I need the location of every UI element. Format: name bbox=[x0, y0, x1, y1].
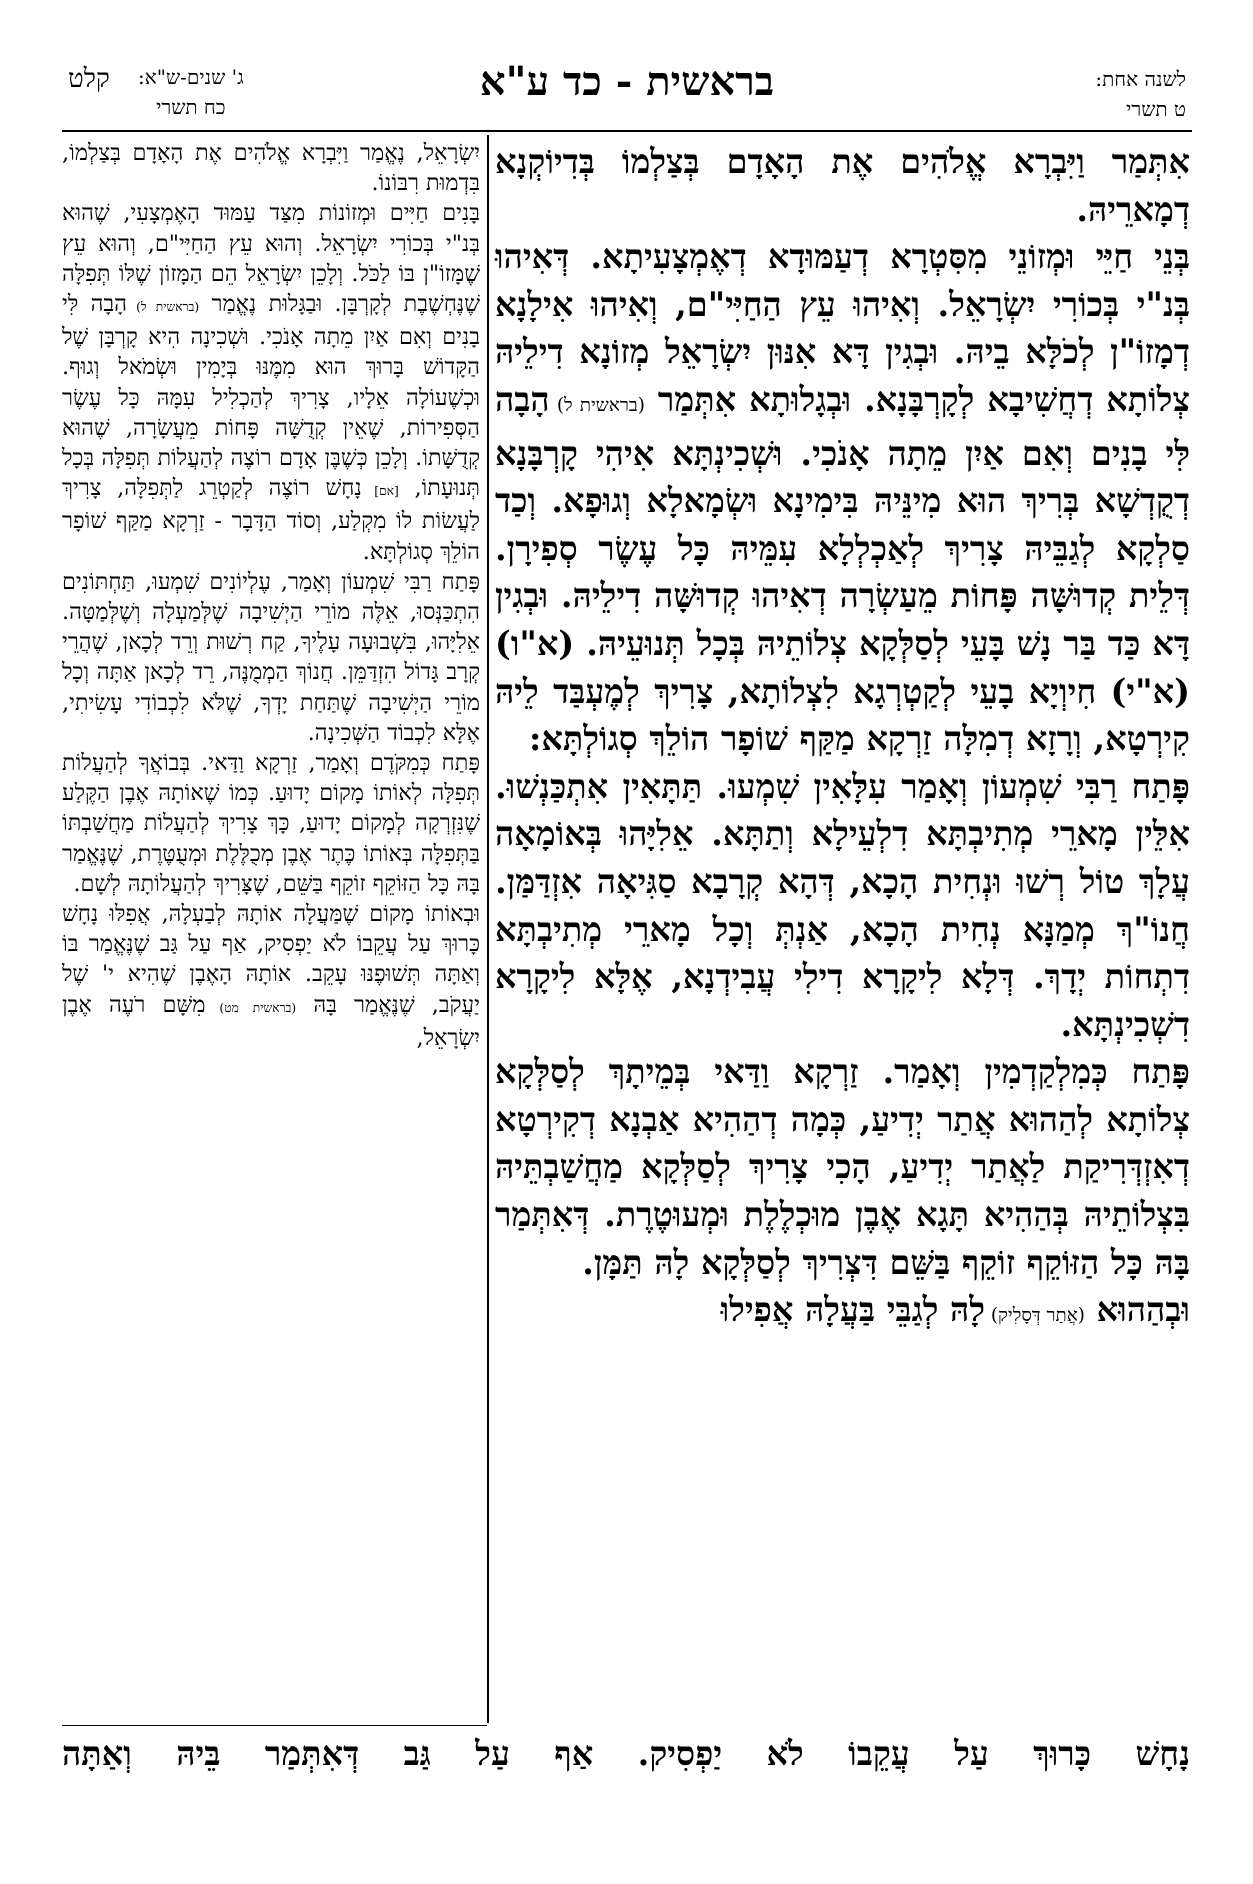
header-rule bbox=[62, 130, 1192, 132]
header-right-line2: ט תשרי bbox=[1126, 97, 1186, 121]
main-text: לָהּ לְגַבֵּי בַּעֲלָהּ אֲפִילוּ bbox=[720, 1290, 985, 1330]
bottom-line: נָחָשׁ כָּרוּךְ עַל עֲקֵבוֹ לֹא יַפְסִיק. אַף עַל גַּב דְּאִתְּמַר בֵּיהּ וְאַתָּה bbox=[62, 1734, 1190, 1773]
header-left-line1: ג' שנים-ש"א: bbox=[138, 65, 244, 89]
main-paragraph bbox=[495, 763, 1190, 1049]
main-text: פָּתַח רַבִּי שִׁמְעוֹן וְאָמַר עִלָּאִין שִׁמְעוּ. תַּתָּאִין אִתְכַּנְשׁוּ. אִלֵּין מָארֵי מְתִיבְתָּא דִלְעֵילָא וְתַתָּא. אֵלִיָּהוּ בְּאוֹמָאָה עֲלָךְ טוֹל רְשׁוּ וּנְחִית הָכָא, דְּהָא קְרָבָא סַגִּיאָה אִזְדַּמַּן. חֲנוֹ"ךְ מְמַנָּא נְחִית הָכָא, אַנְתְּ וְכָל מָארֵי מְתִיבְתָּא דִתְחוֹת יְדָךְ. דְּלָא לִיקָרָא דִילִי עֲבִידְנָא, אֶלָּא לִיקָרָא דִשְׁכִינְתָּא. bbox=[495, 766, 1190, 1044]
main-paragraph bbox=[495, 1048, 1190, 1286]
header-right-line1: לשנה אחת: bbox=[1095, 67, 1186, 91]
commentary-column bbox=[62, 138, 480, 1053]
commentary-source-reference: (בראשית ל) bbox=[127, 300, 200, 315]
main-paragraph bbox=[495, 138, 1190, 233]
commentary-bottom-rule bbox=[62, 1725, 487, 1726]
main-text: וּבְהַהוּא bbox=[1085, 1290, 1190, 1330]
commentary-text: בָּנִים חַיִּים וּמְזוֹנוֹת מִצַּד עַמּוּד הָאֶמְצָעִי, שֶׁהוּא בְּנ"י בְּכוֹרִי יִשְׂרָאֵל. וְהוּא עֵץ הַחַיִּי"ם, וְהוּא עֵץ שֶׁמָּזוֹ"ן בּוֹ לַכֹּל. וְלָכֵן יִשְׂרָאֵל הֵם הַמָּזוֹן שֶׁלּוֹ תְּפִלָּה שֶׁנֶּחְשֶׁבֶת לְקָרְבָּן. וּבַגָּלוּת נֶאֱמַר bbox=[62, 200, 480, 318]
commentary-source-reference: [אם] bbox=[361, 484, 399, 499]
header-left-line2: כח תשרי bbox=[156, 95, 226, 119]
main-source-reference: (בראשית ל) bbox=[549, 394, 645, 416]
commentary-text: פָּתַח כְּמִקֹּדֶם וְאָמַר, זַרְקָא וַדַּאי. בְּבוֹאֲךָ לְהַעֲלוֹת תְּפִלָּה לְאוֹתוֹ מָקוֹם יָדוּעַ. כְּמוֹ שֶׁאוֹתָהּ אֶבֶן הַקֶּלַע שֶׁנִּזְרְקָה לְמָקוֹם יָדוּעַ, כָּךְ צָרִיךְ לְהַעֲלוֹת מַחֲשַׁבְתּוֹ בַּתְּפִלָּה בְּאוֹתוֹ כֶּתֶר אֶבֶן מְכֻלֶּלֶת וּמְעֻטֶּרֶת, שֶׁנֶּאֱמַר בָּהּ כָּל הַזּוֹקֵף זוֹקֵף בַּשֵּׁם, שֶׁצָּרִיךְ לְהַעֲלוֹתָהּ לְשָׁם. bbox=[62, 750, 480, 897]
commentary-paragraph bbox=[62, 198, 480, 566]
commentary-text: יִשְׂרָאֵל, נֶאֱמַר וַיִּבְרָא אֱלֹהִים אֶת הָאָדָם בְּצַלְמוֹ, בִּדְמוּת רִבּוֹנוֹ. bbox=[62, 140, 480, 197]
commentary-text: הָבָה לִּי בָנִים וְאִם אַיִן מֵתָה אָנֹכִי. וּשְׁכִינָה הִיא קָרְבָּן שֶׁל הַקָּדוֹשׁ בָּרוּךְ הוּא מִמֶּנּוּ בְּיָמִין וּשְׂמֹאל וְגוּף. וּכְשֶׁעוֹלָה אֵלָיו, צָרִיךְ לְהַכְלִיל עִמָּהּ כָּל עֶשֶׂר הַסְּפִירוֹת, שֶׁאֵין קְדֻשָּׁה פָּחוֹת מֵעֲשָׂרָה, שֶׁהוּא קְדֻשָּׁתוֹ. וְלָכֵן כְּשֶׁבֶּן אָדָם רוֹצֶה לְהַעֲלוֹת תְּפִלָּה בְּכָל תְּנוּעָתוֹ, bbox=[62, 291, 481, 502]
commentary-text: פָּתַח רַבִּי שִׁמְעוֹן וְאָמַר, עֶלְיוֹנִים שִׁמְעוּ, תַּחְתּוֹנִים הִתְכַּנְּסוּ, אֵלֶּה מוֹרֵי הַיְשִׁיבָה שֶׁלְּמַעְלָה וְשֶׁלְּמַטָּה. אֵלִיָּהוּ, בִּשְׁבוּעָה עָלֶיךָ, קַח רְשׁוּת וְרֵד לְכָאן, שֶׁהֲרֵי קְרָב גָּדוֹל הִזְדַּמֵּן. חֲנוֹךְ הַמְמֻנֶּה, רֵד לְכָאן אַתָּה וְכָל מוֹרֵי הַיְשִׁיבָה שֶׁתַּחַת יָדְךָ, שֶׁלֹּא לִכְבוֹדִי עָשִׂיתִי, אֶלָּא לִכְבוֹד הַשְּׁכִינָה. bbox=[62, 568, 480, 746]
commentary-text: נָחָשׁ רוֹצֶה לְקַטְרֵג לַתְּפִלָּה, צָרִיךְ לַעֲשׂוֹת לוֹ מִקְלַע, וְסוֹד הַדָּבָר - זַרְקָא מַקַּף שׁוֹפָר הוֹלֵךְ סְגוֹלְתָּא. bbox=[62, 475, 480, 565]
main-column bbox=[495, 138, 1190, 1340]
page-header bbox=[68, 58, 1186, 128]
commentary-text: וּבְאוֹתוֹ מָקוֹם שֶׁמַּעֲלָה אוֹתָהּ לְבַעְלָהּ, אֲפִלּוּ נָחָשׁ כָּרוּךְ עַל עֲקֵבוֹ לֹא יַפְסִיק, אַף עַל גַּב שֶׁנֶּאֱמַר בּוֹ וְאַתָּה תְּשׁוּפֶנּוּ עָקֵב. אוֹתָהּ הָאֶבֶן שֶׁהִיא י' שֶׁל יַעֲקֹב, שֶׁנֶּאֱמַר בָּהּ bbox=[62, 901, 480, 1018]
commentary-paragraph bbox=[62, 899, 480, 1053]
main-text: בְּנֵי חַיֵּי וּמְזוֹנֵי מִסִּטְרָא דְעַמּוּדָא דְאֶמְצָעִיתָא. דְּאִיהוּ בְּנ"י בְּכוֹרִי יִשְׂרָאֵל. וְאִיהוּ עֵץ הַחַיִּי"ם, וְאִיהוּ אִילָנָא דְמָזוֹ"ן לְכֹלָּא בֵיהּ. וּבְגִין דָּא אִנּוּן יִשְׂרָאֵל מְזוֹנָא דִילֵיהּ צְלוֹתָא דְחֲשִׁיבָא לְקָרְבָּנָא. וּבְגָלוּתָא אִתְּמַר bbox=[495, 237, 1190, 419]
header-right bbox=[1095, 64, 1186, 124]
main-text: הָבָה לִּי בָנִים וְאִם אַיִן מֵתָה אָנֹכִי. וּשְׁכִינְתָּא אִיהִי קָרְבָּנָא דְקֻדְשָׁא בְּרִיךְ הוּא מִינֵּיהּ בִּימִינָא וּשְׂמָאלָא וְגוּפָא. וְכַד סַלְקָא לְגַבֵּיהּ צָרִיךְ לְאַכְלְלָא עִמֵּיהּ כָּל עֶשֶׂר סְפִירָן. דְּלֵית קְדוּשָּׁה פָּחוֹת מֵעַשְׂרָה דְאִיהוּ קְדוּשָּׁה דִילֵיהּ. וּבְגִין דָּא כַּד בַּר נָשׁ בָּעֵי לְסַלְּקָא צְלוֹתֵיהּ בְּכָל תְּנוּעֵיהּ. (א"ו) (א"י) חִיוְיָא בָעֵי לְקַטְרְגָא לִצְלוֹתָא, צָרִיךְ לְמֶעְבַּד לֵיהּ קִירְטָא, וְרָזָא דְמִלָּה זַרְקָא מַקַּף שׁוֹפָר הוֹלֵךְ סְגוֹלְתָּא: bbox=[495, 379, 1190, 759]
main-text: פָּתַח כְּמִלְקַדְמִין וְאָמַר. זַרְקָא וַדַּאי בְּמֵיתָךְ לְסַלְּקָא צְלוֹתָא לְהַהוּא אֲתַר יְדִיעַ, כְּמָה דְהַהִיא אַבְנָא דְקִירְטָא דְאִזְדְּרִיקַת לַאֲתַר יְדִיעַ, הָכִי צָרִיךְ לְסַלְּקָא מַחֲשַׁבְתֵּיהּ בִּצְלוֹתֵיהּ בְּהַהִיא תָּגָא אֶבֶן מוּכְלֶלֶת וּמְעוּטֶרֶת. דְּאִתְּמַר בָּהּ כָּל הַזּוֹקֵף זוֹקֵף בַּשֵּׁם דִּצְרִיךְ לְסַלְּקָא לָהּ תַּמָּן. bbox=[495, 1052, 1190, 1282]
commentary-paragraph bbox=[62, 567, 480, 748]
main-paragraph bbox=[495, 233, 1190, 763]
page-title: בראשית - כד ע"א bbox=[479, 58, 775, 105]
commentary-paragraph bbox=[62, 138, 480, 198]
main-paragraph bbox=[495, 1286, 1190, 1340]
main-source-reference: (אֲתַר דְּסָלִיק) bbox=[985, 1305, 1085, 1327]
page-number: קלט bbox=[68, 64, 110, 94]
commentary-source-reference: (בראשית מט) bbox=[205, 1000, 297, 1015]
main-text: אִתְּמַר וַיִּבְרָא אֱלֹהִים אֶת הָאָדָם בְּצַלְמוֹ בְּדִיוֹקְנָא דְמָארֵיהּ. bbox=[495, 142, 1190, 229]
commentary-text: מִשָּׁם רֹעֶה אֶבֶן יִשְׂרָאֵל, bbox=[62, 991, 480, 1051]
column-divider bbox=[487, 135, 489, 1723]
commentary-paragraph bbox=[62, 748, 480, 899]
